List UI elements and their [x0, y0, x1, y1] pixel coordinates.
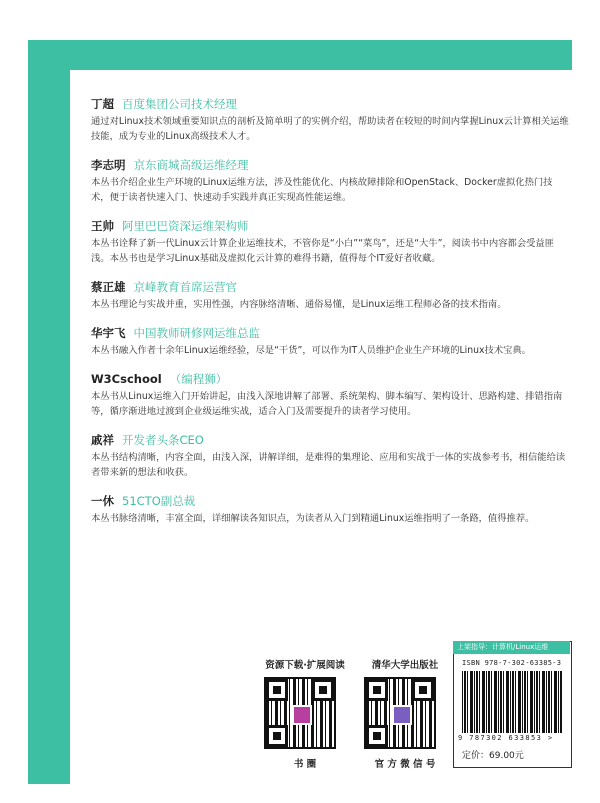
reviewer-name: 王帅	[91, 219, 114, 233]
review-text: 本丛书从Linux运维入门开始讲起，由浅入深地讲解了部署、系统架构、脚本编写、架构设计、思路构建、排错指南等，循序渐进地过渡到企业级运维实战，适合入门及需要提升的读者学习使用。	[91, 391, 563, 417]
review-text: 通过对Linux技术领域重要知识点的剖析及简单明了的实例介绍，帮助读者在较短的时间内掌握Linux云计算相关运维技能，成为专业的Linux高级技术人才。	[91, 116, 569, 142]
barcode-digits: 9 787302 633853 >	[458, 734, 554, 742]
isbn-text: ISBN 978-7-302-63385-3	[462, 659, 562, 667]
reviewer-name: 蔡正雄	[91, 280, 126, 294]
right-qr-heading: 清华大学出版社	[371, 660, 439, 671]
review-item	[91, 218, 569, 266]
review-list	[91, 96, 569, 539]
review-item	[91, 279, 569, 312]
reviewer-title: 阿里巴巴资深运维架构师	[122, 219, 249, 233]
reviewer-title: 中国教师研修网运维总监	[133, 326, 260, 340]
review-item	[91, 371, 569, 419]
reviewer-name: 一休	[91, 494, 114, 508]
barcode-icon	[462, 671, 562, 733]
review-text: 本丛书脉络清晰，丰富全面，详细解读各知识点，为读者从入门到精通Linux运维指明了一条路，值得推荐。	[91, 513, 535, 524]
left-qr-heading: 资源下载·扩展阅读	[265, 660, 345, 671]
review-text: 本丛书诠释了新一代Linux云计算企业运维技术，不管你是“小白”“菜鸟”，还是“大牛”，阅读书中内容都会受益匪浅。本丛书也是学习Linux基础及虚拟化云计算的难得书籍，值得每个IT爱好者收藏。	[91, 238, 555, 264]
reviewer-title: （编程狮）	[169, 372, 228, 386]
shelving-category: 上架指导：计算机/Linux运维	[453, 641, 570, 654]
reviewer-title: 51CTO副总裁	[122, 494, 196, 508]
reviewer-name: 丁超	[91, 97, 114, 111]
reviewer-title: 京峰教育首席运营官	[133, 280, 237, 294]
review-text: 本丛书结构清晰，内容全面，由浅入深，讲解详细，是难得的集理论、应用和实战于一体的实战参考书，相信能给读者带来新的想法和收获。	[91, 452, 566, 478]
reviewer-name: 华宇飞	[91, 326, 126, 340]
review-text: 本丛书介绍企业生产环境的Linux运维方法，涉及性能优化、内核故障排除和OpenStack、Docker虚拟化热门技术，便于读者快速入门、快速动手实践并真正实现高性能运维。	[91, 177, 553, 203]
reviewer-name: 戚祥	[91, 433, 114, 447]
reviewer-title: 百度集团公司技术经理	[122, 97, 237, 111]
reviewer-name: W3Cschool	[91, 372, 162, 386]
reviewer-title: 京东商城高级运维经理	[133, 158, 249, 172]
review-item	[91, 432, 569, 480]
right-qr-caption: 官 方 微 信 号	[374, 759, 436, 770]
top-margin	[0, 0, 600, 40]
review-item	[91, 157, 569, 205]
review-item	[91, 325, 569, 358]
review-text: 本丛书融入作者十余年Linux运维经验，尽是“干货”，可以作为IT人员维护企业生产环境的Linux技术宝典。	[91, 345, 532, 356]
reviewer-title: 开发者头条CEO	[122, 433, 204, 447]
book-circle-qr-icon	[264, 677, 336, 749]
review-item	[91, 493, 569, 526]
left-qr-caption: 书 圈	[293, 759, 317, 770]
price-text: 定价：69.00元	[462, 751, 524, 761]
reviewer-name: 李志明	[91, 158, 126, 172]
green-side-bar	[28, 40, 70, 784]
wechat-qr-icon	[364, 677, 436, 749]
review-item	[91, 96, 569, 144]
green-top-band	[28, 40, 572, 70]
review-text: 本丛书理论与实战并重，实用性强，内容脉络清晰、通俗易懂，是Linux运维工程师必备的技术指南。	[91, 299, 507, 310]
